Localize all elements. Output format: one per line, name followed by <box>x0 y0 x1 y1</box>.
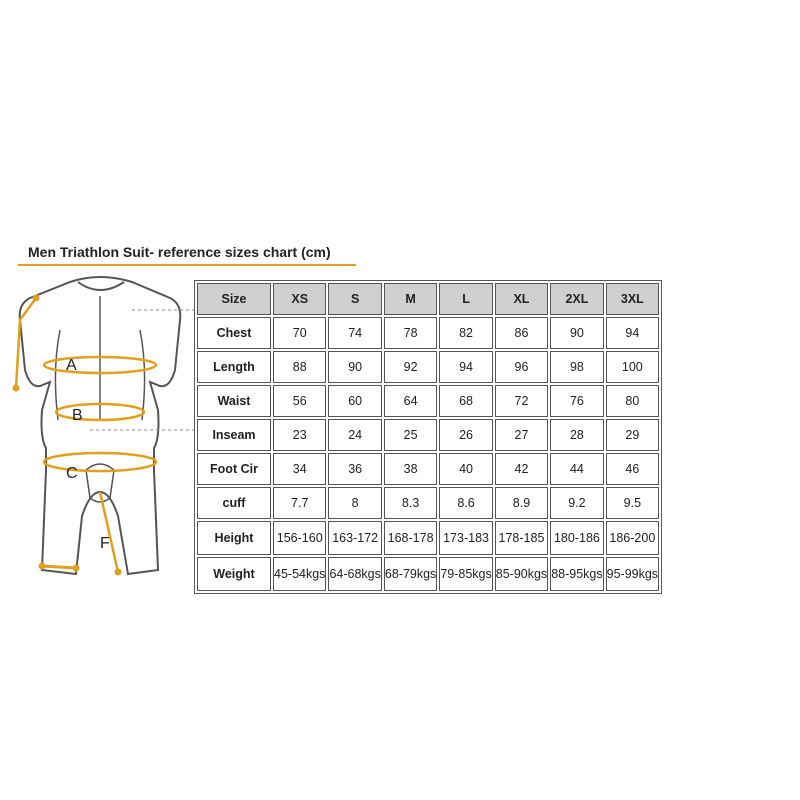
row-label: Height <box>197 521 271 555</box>
table-cell: 45-54kgs <box>273 557 326 591</box>
table-cell: 92 <box>384 351 437 383</box>
chart-title: Men Triathlon Suit- reference sizes chart (cm) <box>28 244 331 260</box>
marker-f: F <box>100 535 110 552</box>
table-cell: 23 <box>273 419 326 451</box>
table-cell: 9.5 <box>606 487 659 519</box>
marker-c: C <box>66 465 78 482</box>
table-cell: 64 <box>384 385 437 417</box>
table-row <box>197 351 659 383</box>
table-cell: 38 <box>384 453 437 485</box>
size-header: S <box>328 283 381 315</box>
table-cell: 28 <box>550 419 603 451</box>
table-cell: 42 <box>495 453 548 485</box>
table-cell: 68 <box>439 385 492 417</box>
table-cell: 156-160 <box>273 521 326 555</box>
table-cell: 44 <box>550 453 603 485</box>
table-cell: 168-178 <box>384 521 437 555</box>
table-row <box>197 521 659 555</box>
table-cell: 25 <box>384 419 437 451</box>
cuff-measure-line <box>42 566 76 568</box>
table-cell: 186-200 <box>606 521 659 555</box>
row-label: Chest <box>197 317 271 349</box>
table-cell: 88-95kgs <box>550 557 603 591</box>
table-cell: 8.3 <box>384 487 437 519</box>
table-cell: 79-85kgs <box>439 557 492 591</box>
table-cell: 60 <box>328 385 381 417</box>
table-cell: 98 <box>550 351 603 383</box>
table-cell: 26 <box>439 419 492 451</box>
table-cell: 24 <box>328 419 381 451</box>
table-cell: 85-90kgs <box>495 557 548 591</box>
row-label: Length <box>197 351 271 383</box>
table-cell: 96 <box>495 351 548 383</box>
row-label: cuff <box>197 487 271 519</box>
table-cell: 78 <box>384 317 437 349</box>
suit-figure-illustration <box>0 270 200 590</box>
table-cell: 88 <box>273 351 326 383</box>
table-row <box>197 557 659 591</box>
table-cell: 178-185 <box>495 521 548 555</box>
table-cell: 7.7 <box>273 487 326 519</box>
table-row <box>197 487 659 519</box>
table-cell: 8 <box>328 487 381 519</box>
table-cell: 9.2 <box>550 487 603 519</box>
marker-a: A <box>66 357 77 374</box>
table-cell: 90 <box>328 351 381 383</box>
table-cell: 8.6 <box>439 487 492 519</box>
table-cell: 72 <box>495 385 548 417</box>
table-cell: 95-99kgs <box>606 557 659 591</box>
table-cell: 100 <box>606 351 659 383</box>
table-cell: 80 <box>606 385 659 417</box>
table-cell: 68-79kgs <box>384 557 437 591</box>
table-cell: 8.9 <box>495 487 548 519</box>
table-cell: 56 <box>273 385 326 417</box>
table-cell: 34 <box>273 453 326 485</box>
table-header-row <box>197 283 659 315</box>
table-cell: 94 <box>606 317 659 349</box>
size-header: XL <box>495 283 548 315</box>
table-cell: 64-68kgs <box>328 557 381 591</box>
table-row <box>197 453 659 485</box>
table-cell: 74 <box>328 317 381 349</box>
table-cell: 76 <box>550 385 603 417</box>
size-chart-table <box>194 280 662 594</box>
table-cell: 86 <box>495 317 548 349</box>
table-cell: 46 <box>606 453 659 485</box>
size-header: XS <box>273 283 326 315</box>
table-body <box>197 317 659 591</box>
corner-label: Size <box>197 283 271 315</box>
table-cell: 36 <box>328 453 381 485</box>
size-header: 3XL <box>606 283 659 315</box>
table-cell: 163-172 <box>328 521 381 555</box>
table-cell: 90 <box>550 317 603 349</box>
table-cell: 40 <box>439 453 492 485</box>
table-row <box>197 385 659 417</box>
table-cell: 29 <box>606 419 659 451</box>
table-cell: 70 <box>273 317 326 349</box>
table-cell: 94 <box>439 351 492 383</box>
table-row <box>197 419 659 451</box>
table-row <box>197 317 659 349</box>
table-cell: 180-186 <box>550 521 603 555</box>
row-label: Foot Cir <box>197 453 271 485</box>
table-cell: 82 <box>439 317 492 349</box>
size-header: 2XL <box>550 283 603 315</box>
row-label: Inseam <box>197 419 271 451</box>
size-header: L <box>439 283 492 315</box>
title-underline <box>18 264 356 266</box>
table-cell: 27 <box>495 419 548 451</box>
row-label: Waist <box>197 385 271 417</box>
marker-b: B <box>72 407 83 424</box>
size-header: M <box>384 283 437 315</box>
row-label: Weight <box>197 557 271 591</box>
table-cell: 173-183 <box>439 521 492 555</box>
